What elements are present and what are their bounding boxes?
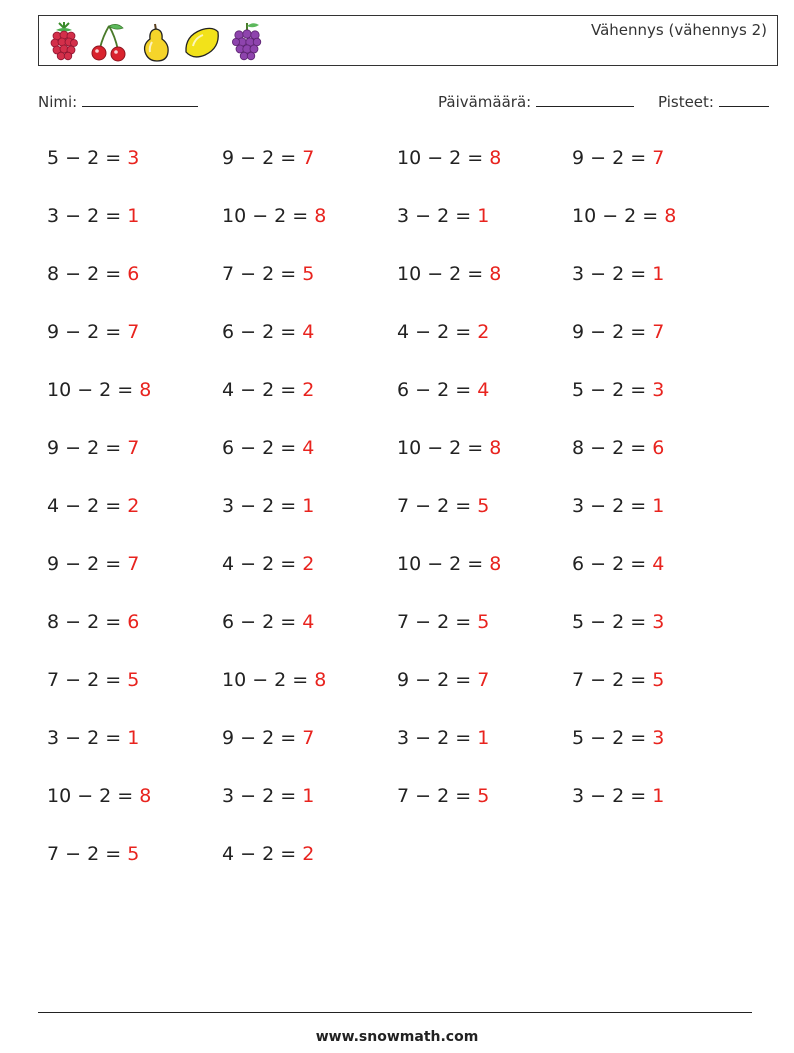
- problem-item: [222, 611, 314, 633]
- problem-item: [47, 843, 139, 865]
- score-field[interactable]: [658, 93, 769, 111]
- problem-answer: 5: [477, 785, 490, 807]
- problem-item: [222, 379, 314, 401]
- problem-expression: 4 − 2 =: [47, 495, 128, 517]
- problem-item: [47, 669, 139, 691]
- pear-icon: [137, 22, 175, 62]
- problem-answer: 7: [652, 321, 665, 343]
- problem-item: [397, 379, 489, 401]
- problem-expression: 10 − 2 =: [397, 147, 490, 169]
- problem-item: [572, 147, 664, 169]
- problem-expression: 10 − 2 =: [222, 669, 315, 691]
- problem-item: [47, 379, 151, 401]
- problem-expression: 7 − 2 =: [47, 669, 128, 691]
- problem-item: [47, 727, 139, 749]
- problem-item: [47, 785, 151, 807]
- problem-item: [572, 379, 664, 401]
- problem-item: [397, 669, 489, 691]
- problem-expression: 4 − 2 =: [222, 379, 303, 401]
- name-line[interactable]: [82, 94, 198, 107]
- date-label: Päivämäärä:: [438, 93, 532, 111]
- problem-answer: 3: [127, 147, 140, 169]
- problem-expression: 9 − 2 =: [47, 321, 128, 343]
- cherries-icon: [89, 22, 127, 62]
- problem-answer: 7: [302, 147, 315, 169]
- header-box: [38, 15, 778, 66]
- problem-answer: 5: [652, 669, 665, 691]
- lemon-icon: [183, 22, 221, 62]
- problem-answer: 8: [489, 437, 502, 459]
- problem-expression: 9 − 2 =: [222, 147, 303, 169]
- problem-item: [222, 669, 326, 691]
- problem-item: [47, 321, 139, 343]
- date-line[interactable]: [536, 94, 634, 107]
- problem-expression: 7 − 2 =: [397, 495, 478, 517]
- problem-expression: 8 − 2 =: [47, 263, 128, 285]
- problem-answer: 4: [302, 321, 315, 343]
- problem-expression: 3 − 2 =: [222, 495, 303, 517]
- problem-expression: 9 − 2 =: [397, 669, 478, 691]
- problem-expression: 6 − 2 =: [222, 611, 303, 633]
- problem-answer: 2: [127, 495, 140, 517]
- problem-item: [47, 553, 139, 575]
- problem-answer: 8: [489, 147, 502, 169]
- problem-answer: 2: [477, 321, 490, 343]
- problem-answer: 7: [127, 437, 140, 459]
- problem-expression: 3 − 2 =: [572, 263, 653, 285]
- problem-answer: 5: [477, 611, 490, 633]
- problem-item: [572, 205, 676, 227]
- problem-expression: 4 − 2 =: [222, 553, 303, 575]
- problem-answer: 4: [652, 553, 665, 575]
- problem-answer: 8: [314, 205, 327, 227]
- problem-answer: 1: [302, 495, 315, 517]
- problem-item: [47, 263, 139, 285]
- problem-expression: 9 − 2 =: [222, 727, 303, 749]
- date-field[interactable]: [438, 93, 634, 111]
- problem-answer: 6: [127, 611, 140, 633]
- problem-expression: 7 − 2 =: [47, 843, 128, 865]
- problem-expression: 3 − 2 =: [572, 495, 653, 517]
- problem-expression: 10 − 2 =: [47, 785, 140, 807]
- problem-answer: 8: [139, 379, 152, 401]
- problem-item: [397, 147, 501, 169]
- problem-answer: 8: [489, 263, 502, 285]
- problem-expression: 6 − 2 =: [222, 437, 303, 459]
- problem-expression: 10 − 2 =: [397, 553, 490, 575]
- problem-item: [572, 553, 664, 575]
- score-label: Pisteet:: [658, 93, 714, 111]
- problem-answer: 2: [302, 843, 315, 865]
- problem-item: [47, 611, 139, 633]
- problem-item: [397, 785, 489, 807]
- problem-item: [397, 321, 489, 343]
- problem-expression: 3 − 2 =: [397, 727, 478, 749]
- problem-answer: 4: [477, 379, 490, 401]
- problem-expression: 5 − 2 =: [572, 727, 653, 749]
- problem-item: [47, 205, 139, 227]
- problem-answer: 3: [652, 727, 665, 749]
- problem-expression: 10 − 2 =: [572, 205, 665, 227]
- problem-answer: 6: [652, 437, 665, 459]
- problem-item: [222, 553, 314, 575]
- problem-answer: 5: [127, 843, 140, 865]
- problem-item: [222, 205, 326, 227]
- problem-item: [572, 321, 664, 343]
- problem-expression: 3 − 2 =: [47, 727, 128, 749]
- problem-answer: 1: [127, 727, 140, 749]
- problem-answer: 1: [302, 785, 315, 807]
- problem-item: [572, 669, 664, 691]
- problem-expression: 6 − 2 =: [222, 321, 303, 343]
- problem-item: [222, 437, 314, 459]
- problem-expression: 5 − 2 =: [572, 379, 653, 401]
- problem-answer: 5: [477, 495, 490, 517]
- problem-expression: 9 − 2 =: [572, 147, 653, 169]
- problem-item: [222, 843, 314, 865]
- problem-expression: 10 − 2 =: [222, 205, 315, 227]
- problem-answer: 1: [477, 727, 490, 749]
- problem-expression: 3 − 2 =: [47, 205, 128, 227]
- problem-answer: 8: [139, 785, 152, 807]
- problem-answer: 4: [302, 437, 315, 459]
- problem-answer: 8: [314, 669, 327, 691]
- problem-item: [222, 785, 314, 807]
- problem-item: [397, 553, 501, 575]
- problem-answer: 5: [302, 263, 315, 285]
- problem-item: [47, 437, 139, 459]
- name-field[interactable]: [38, 93, 198, 111]
- footer-divider: [38, 1012, 752, 1013]
- problem-item: [222, 321, 314, 343]
- problem-item: [397, 437, 501, 459]
- footer-url: www.snowmath.com: [315, 1029, 479, 1045]
- problem-item: [572, 727, 664, 749]
- problem-expression: 7 − 2 =: [397, 785, 478, 807]
- problem-expression: 9 − 2 =: [47, 437, 128, 459]
- problem-expression: 10 − 2 =: [397, 263, 490, 285]
- problem-expression: 7 − 2 =: [222, 263, 303, 285]
- problem-answer: 3: [652, 611, 665, 633]
- problem-item: [397, 263, 501, 285]
- problem-answer: 3: [652, 379, 665, 401]
- problem-expression: 7 − 2 =: [397, 611, 478, 633]
- problem-expression: 3 − 2 =: [572, 785, 653, 807]
- problem-answer: 8: [664, 205, 677, 227]
- problem-expression: 5 − 2 =: [47, 147, 128, 169]
- problem-answer: 7: [127, 553, 140, 575]
- problem-answer: 4: [302, 611, 315, 633]
- problem-answer: 1: [652, 495, 665, 517]
- problem-item: [47, 147, 139, 169]
- problem-answer: 7: [652, 147, 665, 169]
- name-label: Nimi:: [38, 93, 78, 111]
- worksheet-title: Vähennys (vähennys 2): [590, 21, 767, 39]
- problem-answer: 7: [302, 727, 315, 749]
- problem-item: [572, 611, 664, 633]
- problem-item: [222, 727, 314, 749]
- problem-expression: 6 − 2 =: [572, 553, 653, 575]
- problem-expression: 8 − 2 =: [47, 611, 128, 633]
- problem-expression: 3 − 2 =: [397, 205, 478, 227]
- grapes-icon: [229, 22, 267, 62]
- problem-answer: 1: [477, 205, 490, 227]
- problem-expression: 6 − 2 =: [397, 379, 478, 401]
- problem-item: [47, 495, 139, 517]
- problem-answer: 5: [127, 669, 140, 691]
- problem-answer: 6: [127, 263, 140, 285]
- problem-expression: 10 − 2 =: [47, 379, 140, 401]
- problem-expression: 7 − 2 =: [572, 669, 653, 691]
- problem-answer: 1: [652, 785, 665, 807]
- problem-item: [572, 263, 664, 285]
- problem-expression: 3 − 2 =: [222, 785, 303, 807]
- problem-item: [397, 205, 489, 227]
- score-line[interactable]: [719, 94, 769, 107]
- problem-expression: 9 − 2 =: [47, 553, 128, 575]
- problem-expression: 9 − 2 =: [572, 321, 653, 343]
- problem-answer: 8: [489, 553, 502, 575]
- problem-item: [222, 147, 314, 169]
- problem-answer: 7: [127, 321, 140, 343]
- problem-item: [572, 437, 664, 459]
- problem-item: [222, 495, 314, 517]
- problem-item: [572, 495, 664, 517]
- problem-answer: 1: [652, 263, 665, 285]
- problem-expression: 4 − 2 =: [222, 843, 303, 865]
- problem-answer: 2: [302, 553, 315, 575]
- problem-item: [397, 727, 489, 749]
- problem-answer: 2: [302, 379, 315, 401]
- raspberry-icon: [45, 22, 83, 62]
- problem-answer: 1: [127, 205, 140, 227]
- problem-expression: 5 − 2 =: [572, 611, 653, 633]
- problem-expression: 10 − 2 =: [397, 437, 490, 459]
- problem-expression: 4 − 2 =: [397, 321, 478, 343]
- problem-answer: 7: [477, 669, 490, 691]
- problem-item: [397, 611, 489, 633]
- problem-item: [572, 785, 664, 807]
- problem-item: [397, 495, 489, 517]
- problem-item: [222, 263, 314, 285]
- problem-expression: 8 − 2 =: [572, 437, 653, 459]
